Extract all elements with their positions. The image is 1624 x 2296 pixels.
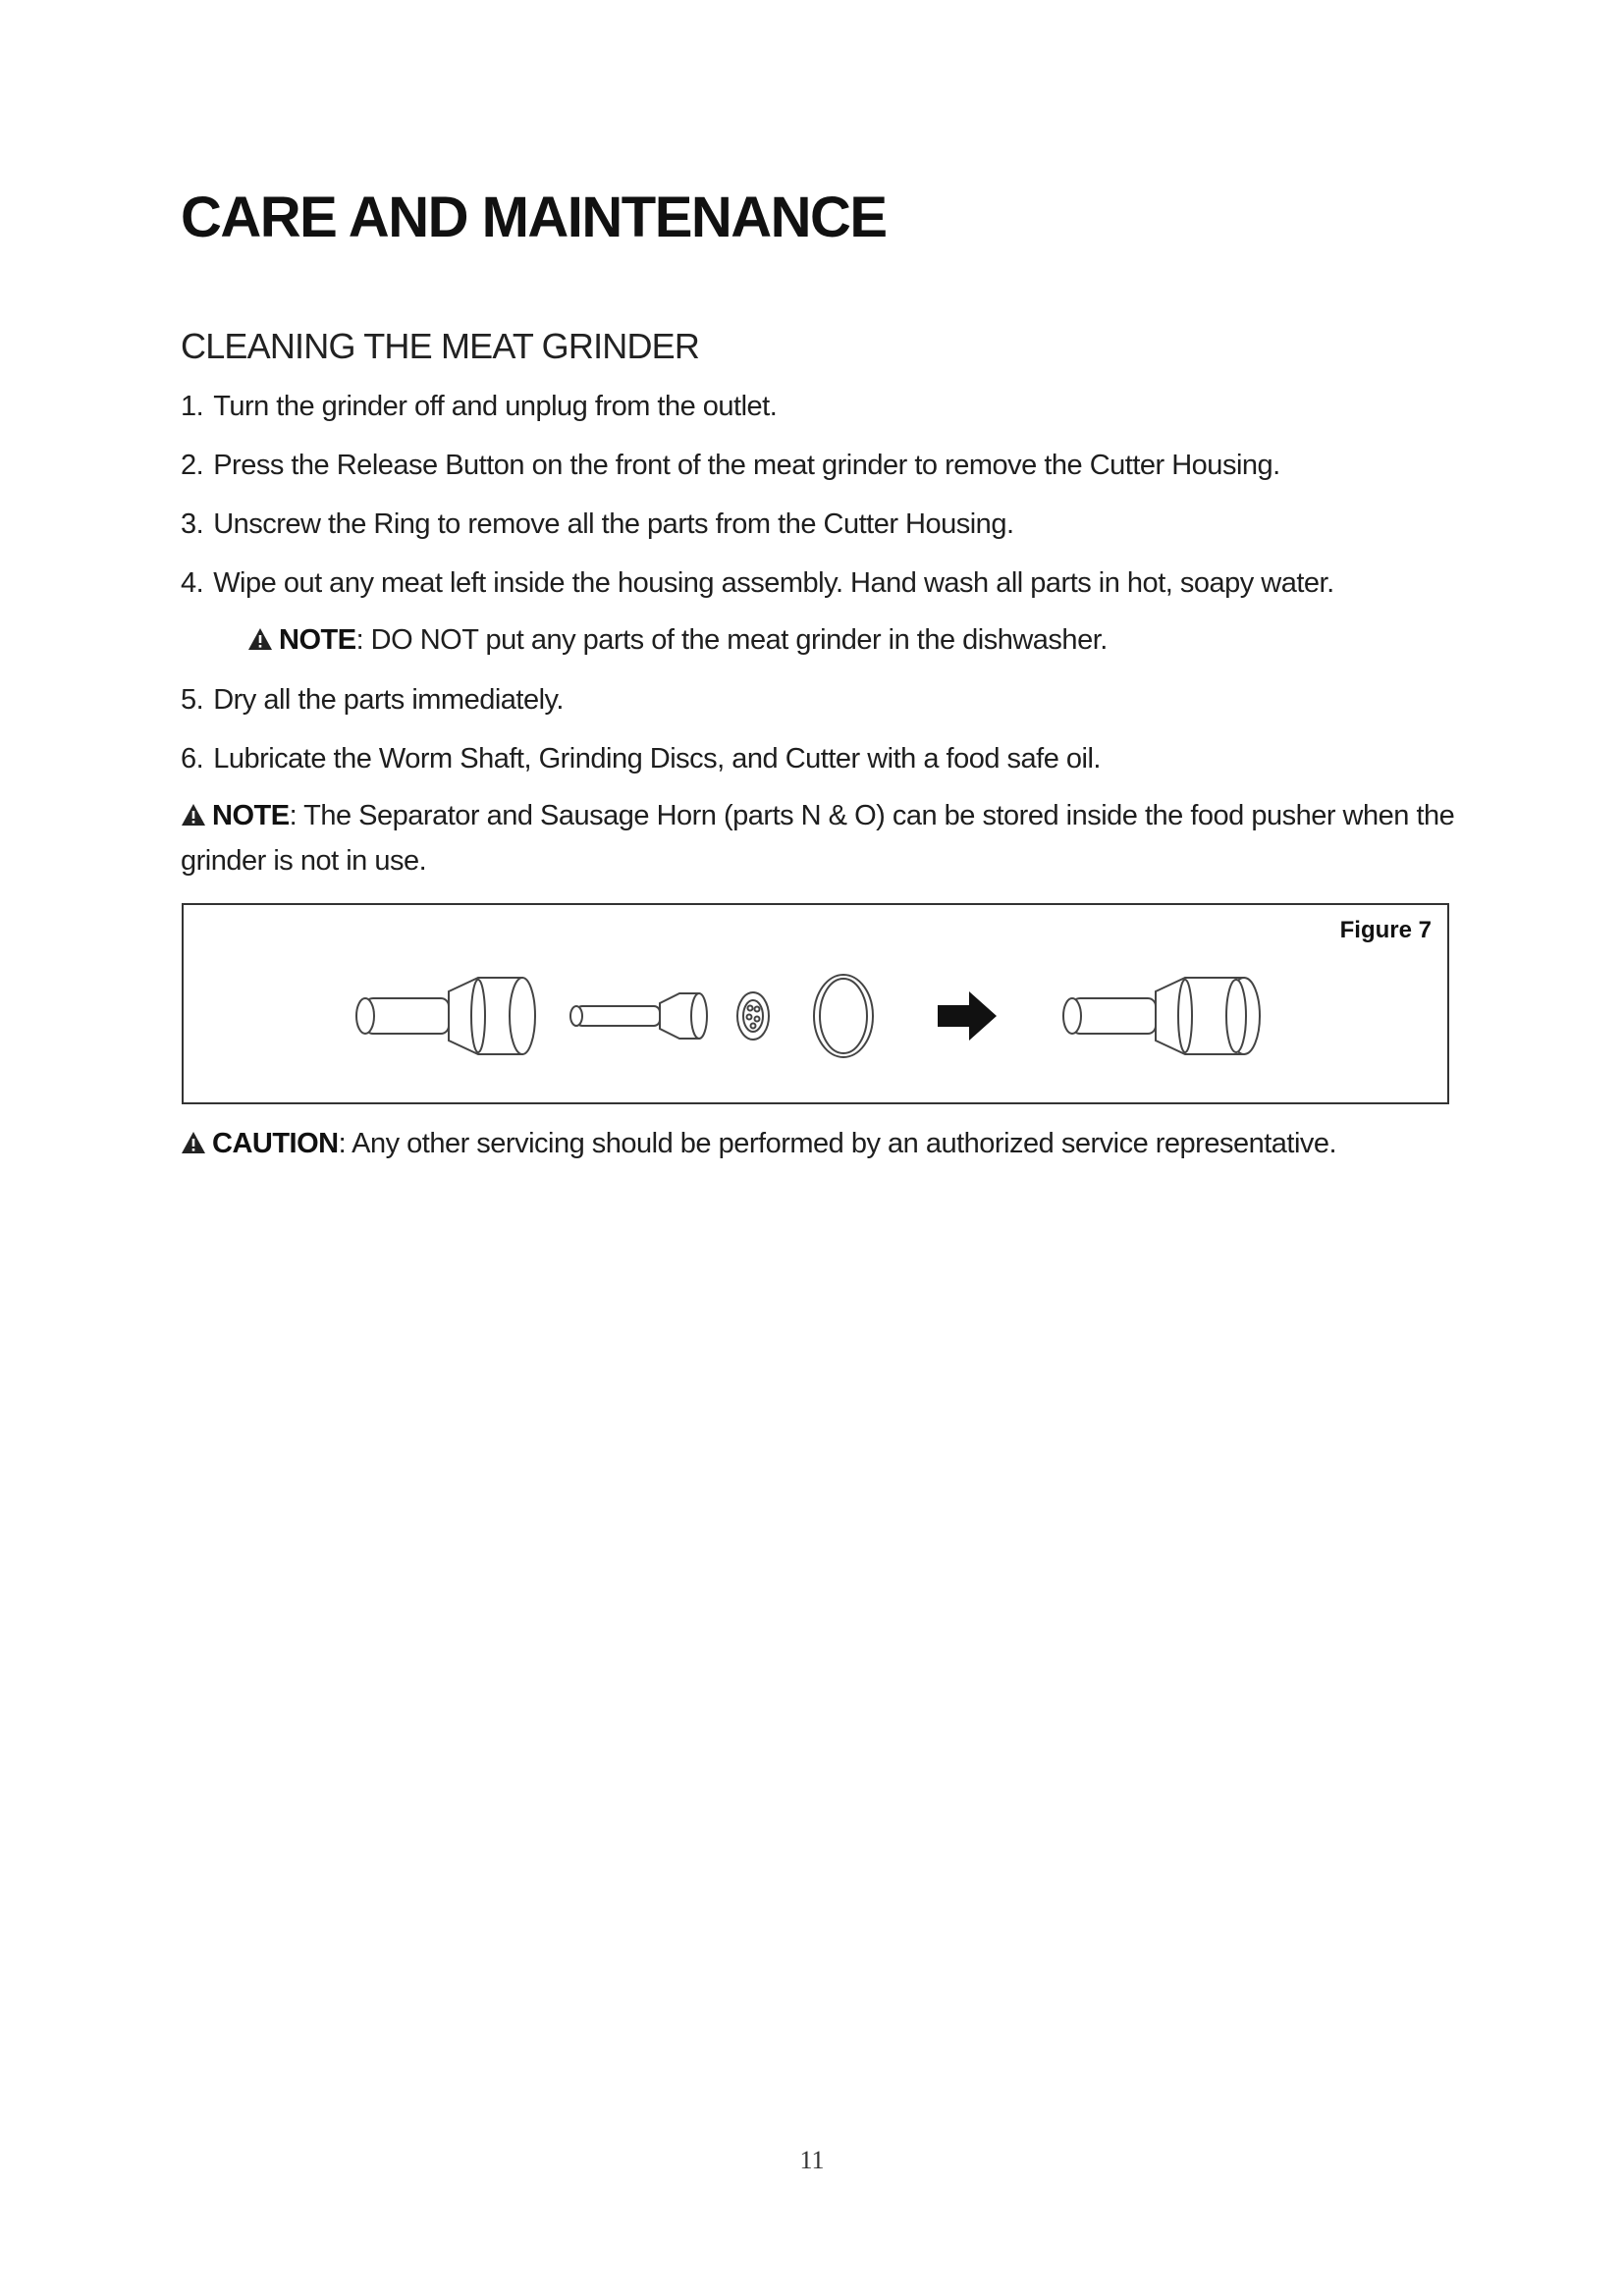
note-text: : The Separator and Sausage Horn (parts N & O) can be stored inside the food pusher when the grinder is not in use. (181, 800, 1455, 877)
page-title: CARE AND MAINTENANCE (181, 186, 887, 249)
step-number: 6. (181, 743, 204, 774)
note-label: NOTE (212, 800, 290, 831)
step-number: 5. (181, 684, 204, 716)
step-4 (181, 566, 1334, 601)
step-5 (181, 683, 564, 718)
page-number: 11 (799, 2146, 825, 2174)
step-number: 1. (181, 391, 204, 422)
worm-shaft-illustration (570, 993, 707, 1039)
step-text: Unscrew the Ring to remove all the parts from the Cutter Housing. (213, 508, 1014, 540)
step-6 (181, 742, 1101, 776)
warning-icon (181, 803, 206, 827)
step-number: 3. (181, 508, 204, 540)
ring-illustration (814, 975, 873, 1057)
step-text: Press the Release Button on the front of the meat grinder to remove the Cutter Housing. (213, 450, 1280, 481)
arrow-right-icon (938, 991, 997, 1041)
step-number: 4. (181, 567, 204, 599)
caution-label: CAUTION (212, 1128, 339, 1159)
caution-text: : Any other servicing should be performed by an authorized service representative. (338, 1128, 1337, 1159)
step-text: Turn the grinder off and unplug from the outlet. (213, 391, 778, 422)
grinding-disc-illustration (737, 992, 769, 1040)
storage-note (181, 793, 1457, 883)
step-text: Wipe out any meat left inside the housing assembly. Hand wash all parts in hot, soapy water. (213, 567, 1334, 599)
note-label: NOTE (279, 624, 356, 656)
step-1 (181, 390, 777, 424)
section-title: CLEANING THE MEAT GRINDER (181, 326, 700, 366)
dishwasher-note (247, 623, 1108, 658)
step-3 (181, 507, 1014, 542)
note-text: : DO NOT put any parts of the meat grinder in the dishwasher. (355, 624, 1108, 656)
warning-icon (181, 1131, 206, 1154)
assembled-housing-illustration (1063, 978, 1260, 1054)
parts-diagram (184, 905, 1447, 1102)
step-2 (181, 449, 1280, 483)
cutter-housing-illustration (356, 978, 535, 1054)
step-text: Lubricate the Worm Shaft, Grinding Discs, and Cutter with a food safe oil. (213, 743, 1101, 774)
figure-7 (182, 903, 1449, 1104)
figure-label: Figure 7 (1339, 917, 1432, 943)
caution-note (181, 1127, 1336, 1161)
step-text: Dry all the parts immediately. (213, 684, 564, 716)
warning-icon (247, 627, 273, 651)
step-number: 2. (181, 450, 204, 481)
